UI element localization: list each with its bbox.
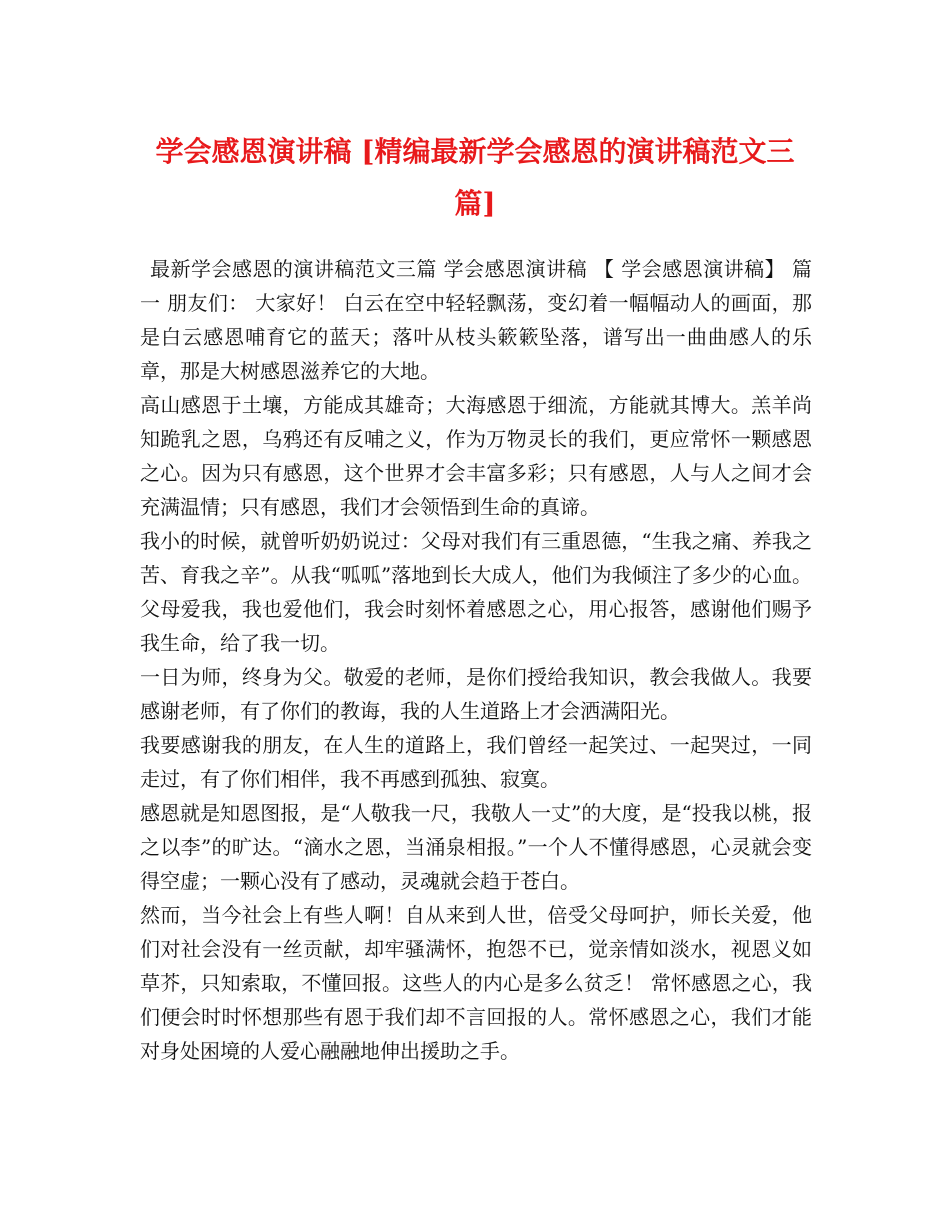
- paragraph: 感恩就是知恩图报，是“人敬我一尺，我敬人一丈”的大度，是“投我以桃，报之以李”的旷达。“滴水之恩，当涌泉相报。”一个人不懂得感恩，心灵就会变得空虚；一颗心没有了感动，灵魂就会趋于苍白。: [140, 801, 812, 893]
- paragraph: 最新学会感恩的演讲稿范文三篇 学会感恩演讲稿 【 学会感恩演讲稿】 篇一 朋友们： 大家好！ 白云在空中轻轻飘荡，变幻着一幅幅动人的画面，那是白云感恩哺育它的蓝天；落叶从枝头簌簌坠落，谱写出一曲曲感人的乐章，那是大树感恩滋养它的大地。: [140, 257, 812, 383]
- document-body: [140, 252, 812, 1068]
- paragraph: 一日为师，终身为父。敬爱的老师，是你们授给我知识，教会我做人。我要感谢老师，有了你们的教诲，我的人生道路上才会洒满阳光。: [140, 665, 812, 723]
- document-title: 学会感恩演讲稿 [精编最新学会感恩的演讲稿范文三篇]: [155, 135, 795, 220]
- paragraph: 我小的时候，就曾听奶奶说过：父母对我们有三重恩德，“生我之痛、养我之苦、育我之辛”。从我“呱呱”落地到长大成人，他们为我倾注了多少的心血。父母爱我，我也爱他们，我会时刻怀着感恩之心，用心报答，感谢他们赐予我生命，给了我一切。: [140, 529, 812, 655]
- paragraph: 高山感恩于土壤，方能成其雄奇；大海感恩于细流，方能就其博大。羔羊尚知跪乳之恩，乌鸦还有反哺之义，作为万物灵长的我们，更应常怀一颗感恩之心。因为只有感恩，这个世界才会丰富多彩；只有感恩，人与人之间才会充满温情；只有感恩，我们才会领悟到生命的真谛。: [140, 393, 812, 519]
- paragraph: 然而，当今社会上有些人啊！自从来到人世，倍受父母呵护，师长关爱，他们对社会没有一丝贡献，却牢骚满怀，抱怨不已，觉亲情如淡水，视恩义如草芥，只知索取，不懂回报。这些人的内心是多么贫乏！ 常怀感恩之心，我们便会时时怀想那些有恩于我们却不言回报的人。常怀感恩之心，我们才能对身处困境的人爱心融融地伸出援助之手。: [140, 903, 812, 1063]
- paragraph: 我要感谢我的朋友，在人生的道路上，我们曾经一起笑过、一起哭过，一同走过，有了你们相伴，我不再感到孤独、寂寞。: [140, 733, 812, 791]
